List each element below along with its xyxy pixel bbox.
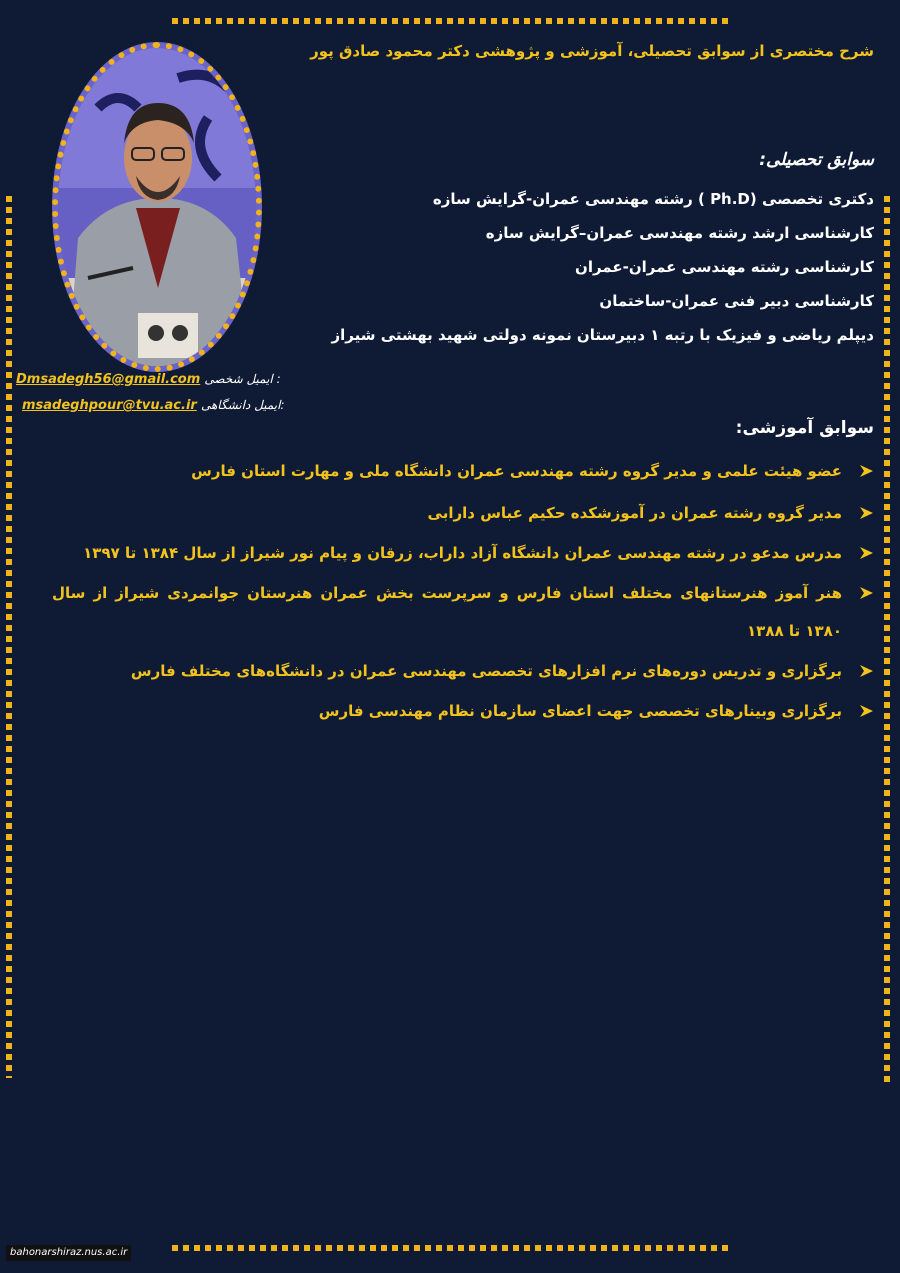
education-item: دکتری تخصصی (Ph.D ) رشته مهندسی عمران-گرایش سازه <box>432 190 874 208</box>
personal-email-link[interactable]: Dmsadegh56@gmail.com <box>16 372 201 387</box>
bottom-dotted-border <box>172 1245 732 1251</box>
university-email-link[interactable]: msadeghpour@tvu.ac.ir <box>22 398 197 413</box>
teaching-item-text: برگزاری وبینارهای تخصصی جهت اعضای سازمان نظام مهندسی فارس <box>318 702 842 720</box>
chevron-check-icon <box>858 702 876 720</box>
teaching-item-text: هنر آموز هنرستانهای مختلف استان فارس و سرپرست بخش عمران هنرستان جوانمردی شیراز از سال ۱۳۸۰ تا ۱۳۸۸ <box>52 584 842 640</box>
university-email-row <box>22 398 284 413</box>
education-item: کارشناسی رشته مهندسی عمران-عمران <box>575 258 874 276</box>
teaching-item <box>52 652 842 690</box>
teaching-list <box>52 452 842 730</box>
right-dotted-border <box>884 196 890 1084</box>
education-list <box>294 182 874 352</box>
teaching-item-text: عضو هیئت علمی و مدیر گروه رشته مهندسی عمران دانشگاه ملی و مهارت استان فارس <box>191 462 842 480</box>
teaching-item <box>52 534 842 572</box>
left-dotted-border <box>6 196 12 1078</box>
personal-email-row <box>16 372 281 387</box>
teaching-item <box>52 574 842 650</box>
chevron-check-icon <box>858 584 876 602</box>
profile-photo <box>52 42 262 372</box>
chevron-check-icon <box>858 462 876 480</box>
teaching-item <box>52 692 842 730</box>
teaching-item-text: مدیر گروه رشته عمران در آموزشکده حکیم عباس دارابی <box>427 504 842 522</box>
chevron-check-icon <box>858 504 876 522</box>
education-item: کارشناسی ارشد رشته مهندسی عمران–گرایش سازه <box>485 224 874 242</box>
top-dotted-border <box>172 18 732 24</box>
page-title: شرح مختصری از سوابق تحصیلی، آموزشی و پژوهشی دکتر محمود صادق پور <box>310 42 874 60</box>
teaching-item-text: مدرس مدعو در رشته مهندسی عمران دانشگاه آزاد داراب، زرقان و پیام نور شیراز از سال ۱۳۸۴ تا ۱۳۹۷ <box>83 544 842 562</box>
portrait-illustration <box>58 48 256 366</box>
chevron-check-icon <box>858 662 876 680</box>
teaching-item <box>52 452 842 490</box>
education-heading: سوابق تحصیلی: <box>759 150 874 170</box>
teaching-item <box>52 494 842 532</box>
education-item: کارشناسی دبیر فنی عمران-ساختمان <box>599 292 874 310</box>
chevron-check-icon <box>858 544 876 562</box>
teaching-heading: سوابق آموزشی: <box>735 418 874 438</box>
university-email-label: ایمیل دانشگاهی: <box>200 398 285 412</box>
personal-email-label: ایمیل شخصی : <box>204 372 281 386</box>
footer-site-badge: bahonarshiraz.nus.ac.ir <box>6 1245 131 1261</box>
education-item: دیپلم ریاضی و فیزیک با رتبه ۱ دبیرستان نمونه دولتی شهید بهشتی شیراز <box>331 326 874 344</box>
teaching-item-text: برگزاری و تدریس دوره‌های نرم افزارهای تخصصی مهندسی عمران در دانشگاه‌های مختلف فارس <box>130 662 842 680</box>
